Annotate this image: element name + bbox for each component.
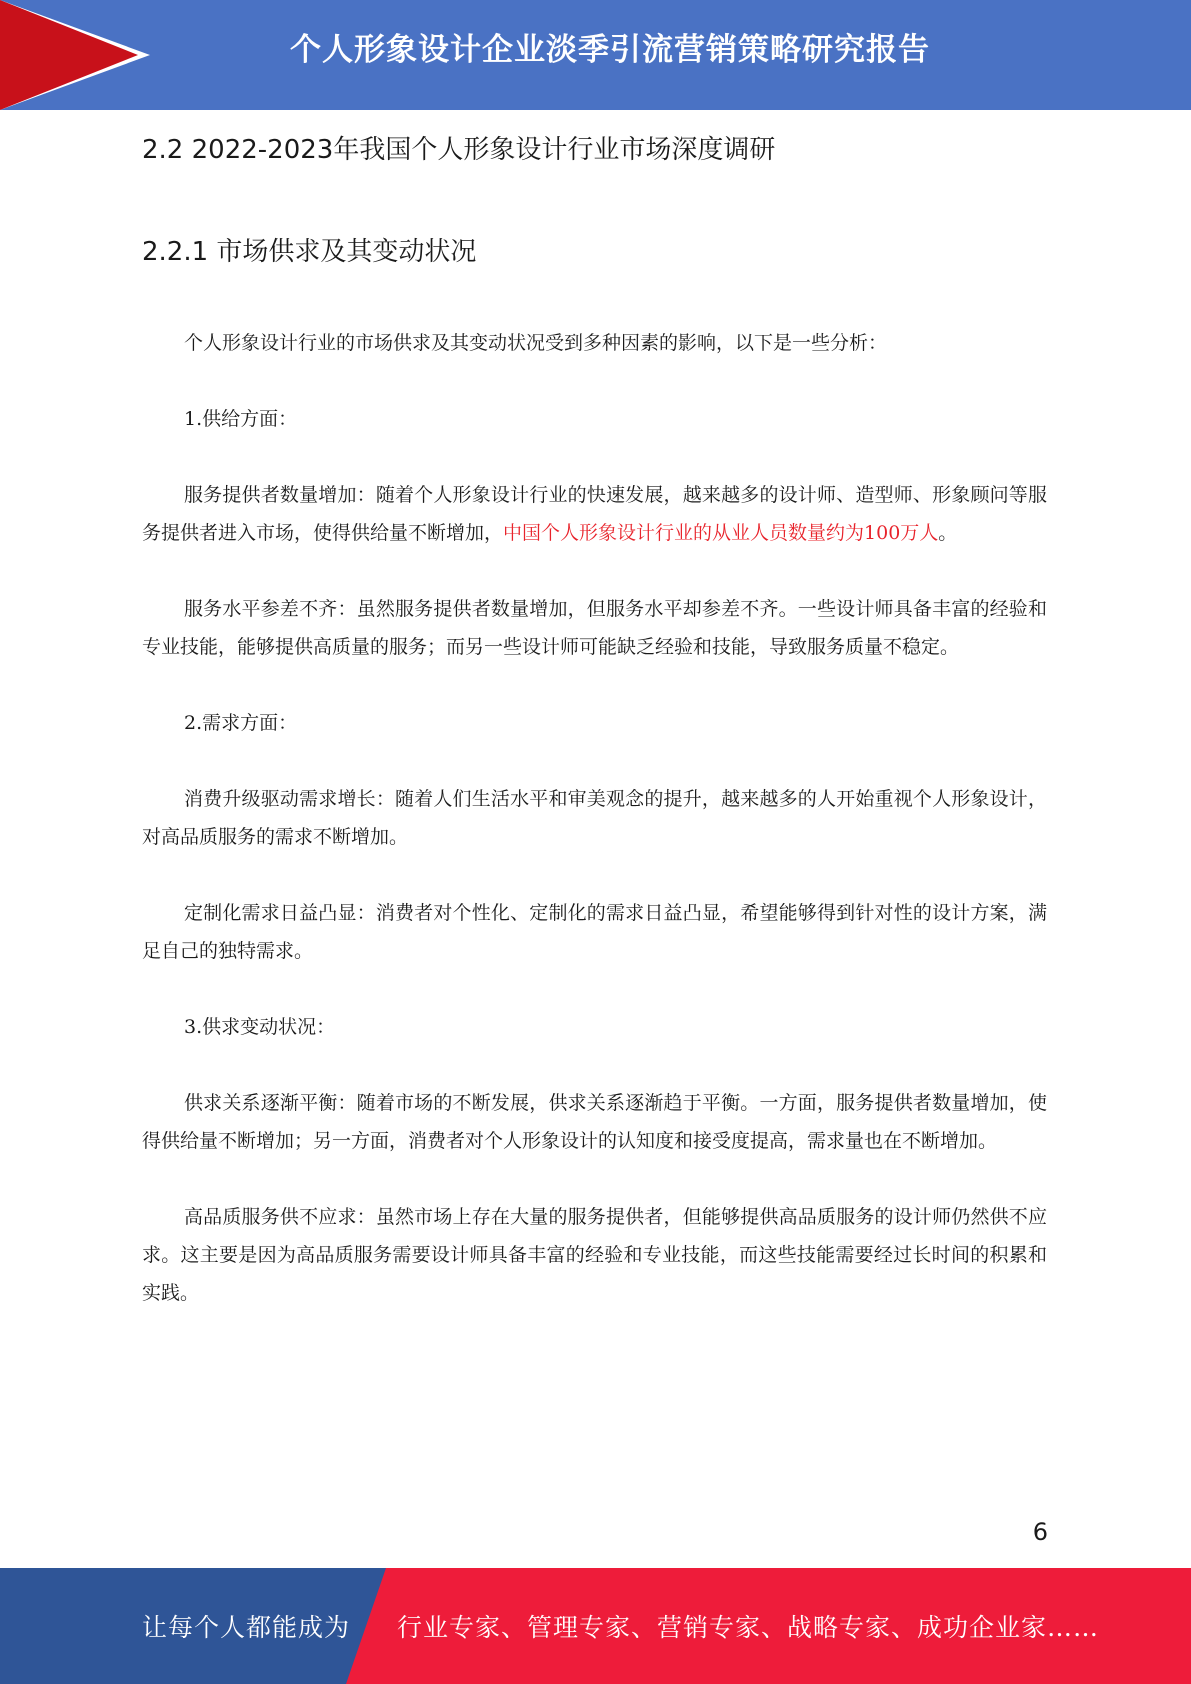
page-footer xyxy=(0,1568,1191,1684)
page-number: 6 xyxy=(1032,1518,1048,1546)
footer-blue-slant xyxy=(346,1568,386,1684)
paragraph-supply-1 xyxy=(142,476,1047,552)
paragraph-demand-title: 2.需求方面： xyxy=(184,712,298,734)
footer-slogan-right: 行业专家、管理专家、营销专家、战略专家、成功企业家…… xyxy=(397,1613,1100,1642)
report-title: 个人形象设计企业淡季引流营销策略研究报告 xyxy=(290,32,930,68)
paragraph-demand-2: 定制化需求日益凸显：消费者对个性化、定制化的需求日益凸显，希望能够得到针对性的设计方案，满足自己的独特需求。 xyxy=(142,902,1047,962)
paragraph-change-2: 高品质服务供不应求：虽然市场上存在大量的服务提供者，但能够提供高品质服务的设计师仍然供不应求。这主要是因为高品质服务需要设计师具备丰富的经验和专业技能，而这些技能需要经过长时间的积累和实践。 xyxy=(142,1206,1047,1304)
supply-1-text: 服务提供者数量增加：随着个人形象设计行业的快速发展，越来越多的设计师、造型师、形象顾问等服务提供者进入市场，使得供给量不断增加， xyxy=(142,484,1047,544)
header-arrow xyxy=(0,0,138,110)
footer-slogan-left: 让每个人都能成为 xyxy=(142,1613,351,1642)
page-header xyxy=(0,0,1191,110)
supply-1-end: 。 xyxy=(938,522,958,544)
section-heading: 2.2 2022-2023年我国个人形象设计行业市场深度调研 xyxy=(142,135,776,165)
paragraph-supply-2: 服务水平参差不齐：虽然服务提供者数量增加，但服务水平却参差不齐。一些设计师具备丰富的经验和专业技能，能够提供高质量的服务；而另一些设计师可能缺乏经验和技能，导致服务质量不稳定。 xyxy=(142,598,1047,658)
supply-1-highlight: 中国个人形象设计行业的从业人员数量约为100万人 xyxy=(503,522,939,544)
paragraph-change-1: 供求关系逐渐平衡：随着市场的不断发展，供求关系逐渐趋于平衡。一方面，服务提供者数量增加，使得供给量不断增加；另一方面，消费者对个人形象设计的认知度和接受度提高，需求量也在不断增加。 xyxy=(142,1092,1047,1152)
paragraph-intro: 个人形象设计行业的市场供求及其变动状况受到多种因素的影响，以下是一些分析： xyxy=(184,332,888,354)
paragraph-demand-1: 消费升级驱动需求增长：随着人们生活水平和审美观念的提升，越来越多的人开始重视个人形象设计，对高品质服务的需求不断增加。 xyxy=(142,788,1047,848)
paragraph-change-title: 3.供求变动状况： xyxy=(184,1016,336,1038)
page-content xyxy=(142,130,1047,1312)
subsection-heading: 2.2.1 市场供求及其变动状况 xyxy=(142,237,477,267)
paragraph-supply-title: 1.供给方面： xyxy=(184,408,298,430)
